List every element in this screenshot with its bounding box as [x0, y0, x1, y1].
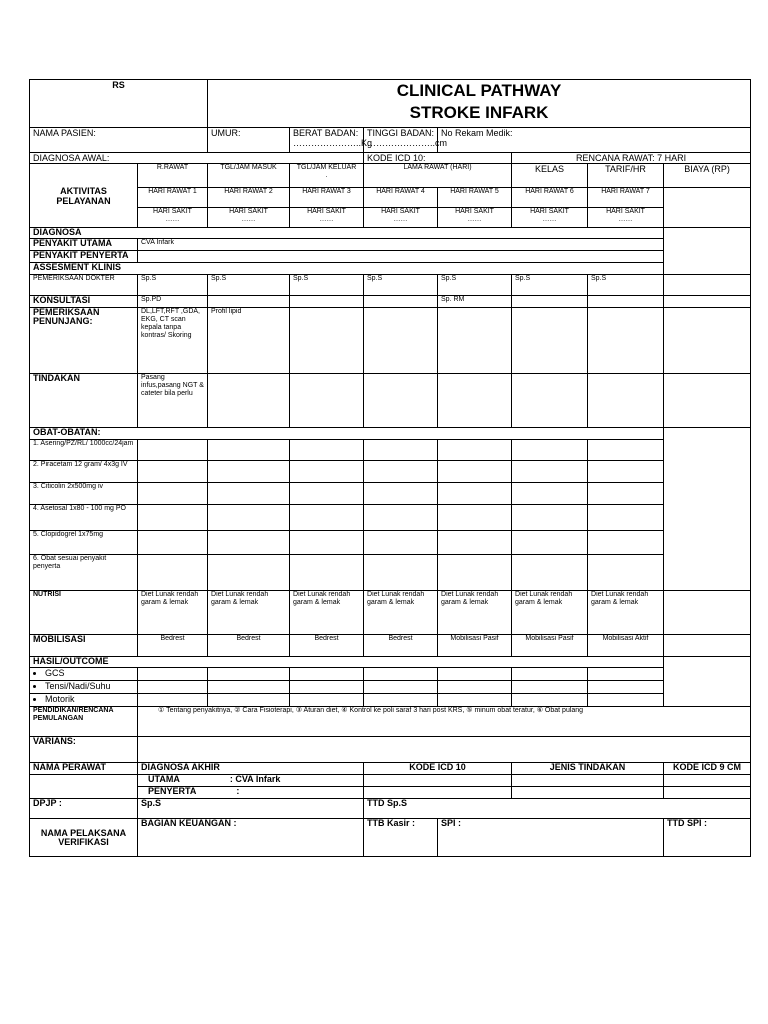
obat-2-d1[interactable] — [138, 461, 208, 483]
utama-label: UTAMA — [148, 774, 180, 784]
penyerta-icd9[interactable] — [664, 787, 751, 799]
lama-rawat: LAMA RAWAT (HARI) — [364, 164, 512, 188]
penunjang-biaya[interactable] — [664, 308, 751, 374]
hari-sakit-3[interactable]: HARI SAKIT …… — [290, 208, 364, 228]
tindakan-6[interactable] — [512, 374, 588, 428]
nutrisi-2[interactable]: Diet Lunak rendah garam & lemak — [208, 591, 290, 635]
obat-label: OBAT-OBATAN: — [30, 428, 664, 440]
gcs-d3[interactable] — [290, 668, 364, 681]
obat-3-d6[interactable] — [512, 483, 588, 505]
obat-4-d2[interactable] — [208, 505, 290, 531]
pemeriksaan-dokter-label: PEMERIKSAAN DOKTER — [30, 275, 138, 296]
mobilisasi-biaya[interactable] — [664, 635, 751, 657]
obat-2-d5[interactable] — [438, 461, 512, 483]
kode-icd10-label: KODE ICD 10 — [364, 763, 512, 775]
hari-rawat-2: HARI RAWAT 2 — [208, 188, 290, 208]
tensi-d7[interactable] — [588, 681, 664, 694]
motorik-d1[interactable] — [138, 694, 208, 707]
konsultasi-4[interactable] — [364, 296, 438, 308]
nama-pasien[interactable]: NAMA PASIEN: — [30, 128, 208, 153]
utama-icd9[interactable] — [664, 775, 751, 787]
kode-icd9-label: KODE ICD 9 CM — [664, 763, 751, 775]
obat-2-d3[interactable] — [290, 461, 364, 483]
mobilisasi-label: MOBILISASI — [30, 635, 138, 657]
obat-biaya[interactable] — [664, 428, 751, 591]
outcome-motorik — [30, 694, 138, 707]
obat-item-4: 4. Asetosal 1x80 - 100 mg PO — [30, 505, 138, 531]
penunjang-2[interactable]: Profil lipid — [208, 308, 290, 374]
hari-sakit-4[interactable]: HARI SAKIT …… — [364, 208, 438, 228]
spi[interactable]: SPI : — [438, 819, 664, 857]
sps-5[interactable]: Sp.S — [438, 275, 512, 296]
tensi-d2[interactable] — [208, 681, 290, 694]
obat-3-d5[interactable] — [438, 483, 512, 505]
umur[interactable]: UMUR: — [208, 128, 290, 153]
obat-4-d7[interactable] — [588, 505, 664, 531]
obat-1-d7[interactable] — [588, 440, 664, 461]
obat-6-d2[interactable] — [208, 555, 290, 591]
penyerta-value: : — [236, 786, 240, 796]
kelas: KELAS — [512, 164, 588, 188]
dpjp-value[interactable]: Sp.S — [138, 799, 364, 819]
mobilisasi-3[interactable]: Bedrest — [290, 635, 364, 657]
obat-6-d1[interactable] — [138, 555, 208, 591]
gcs-d6[interactable] — [512, 668, 588, 681]
hari-rawat-4: HARI RAWAT 4 — [364, 188, 438, 208]
tgl-keluar-dot: . — [325, 172, 328, 179]
obat-item-3: 3. Citicolin 2x500mg iv — [30, 483, 138, 505]
konsultasi-3[interactable] — [290, 296, 364, 308]
mobilisasi-7[interactable]: Mobilisasi Aktif — [588, 635, 664, 657]
tensi-d5[interactable] — [438, 681, 512, 694]
penyakit-penyerta-value[interactable] — [138, 251, 664, 263]
sps-1[interactable]: Sp.S — [138, 275, 208, 296]
diagnosa-akhir-label: DIAGNOSA AKHIR — [138, 763, 364, 775]
outcome-gcs-label: • GCS — [45, 668, 134, 678]
tensi-d3[interactable] — [290, 681, 364, 694]
konsultasi-biaya[interactable] — [664, 296, 751, 308]
nutrisi-biaya[interactable] — [664, 591, 751, 635]
penyerta-tindakan[interactable] — [512, 787, 664, 799]
obat-2-d7[interactable] — [588, 461, 664, 483]
nutrisi-7[interactable]: Diet Lunak rendah garam & lemak — [588, 591, 664, 635]
gcs-d5[interactable] — [438, 668, 512, 681]
kode-icd[interactable]: KODE ICD 10: — [364, 153, 512, 164]
tindakan-1[interactable]: Pasang infus,pasang NGT & cateter bila perlu — [138, 374, 208, 428]
sps-7[interactable]: Sp.S — [588, 275, 664, 296]
hari-sakit-7[interactable]: HARI SAKIT …… — [588, 208, 664, 228]
obat-6-d5[interactable] — [438, 555, 512, 591]
ttd-spi[interactable]: TTD SPI : — [664, 819, 751, 857]
form-table — [29, 79, 751, 857]
utama-tindakan[interactable] — [512, 775, 664, 787]
obat-6-d3[interactable] — [290, 555, 364, 591]
berat-badan-value: …………………..Kg — [293, 138, 373, 148]
pendidikan-value[interactable]: ① Tentang penyakitnya, ② Cara Fisioterapi, ③ Aturan diet, ④ Kontrol ke poli saraf 3 hari post KRS, ⑤ minum obat teratur, ⑥ Obat pulang — [138, 707, 751, 737]
pelaksana-label: NAMA PELAKSANA VERIFIKASI — [30, 819, 138, 857]
tindakan-2[interactable] — [208, 374, 290, 428]
berat-badan-label: BERAT BADAN: — [293, 128, 359, 138]
obat-1-d2[interactable] — [208, 440, 290, 461]
pendidikan-label: PENDIDIKAN/RENCANA PEMULANGAN — [30, 707, 138, 737]
obat-2-d6[interactable] — [512, 461, 588, 483]
penunjang-5[interactable] — [438, 308, 512, 374]
konsultasi-7[interactable] — [588, 296, 664, 308]
nama-perawat-label: NAMA PERAWAT — [30, 763, 138, 775]
tensi-d4[interactable] — [364, 681, 438, 694]
sps-2[interactable]: Sp.S — [208, 275, 290, 296]
tindakan-7[interactable] — [588, 374, 664, 428]
obat-6-d7[interactable] — [588, 555, 664, 591]
outcome-tensi-label: • Tensi/Nadi/Suhu — [45, 681, 134, 691]
hari-rawat-5: HARI RAWAT 5 — [438, 188, 512, 208]
utama-row — [138, 775, 364, 787]
penunjang-3[interactable] — [290, 308, 364, 374]
biaya-empty[interactable] — [664, 188, 751, 228]
ttd-sps-label[interactable]: TTD Sp.S — [364, 799, 751, 819]
mobilisasi-6[interactable]: Mobilisasi Pasif — [512, 635, 588, 657]
obat-4-d1[interactable] — [138, 505, 208, 531]
nutrisi-1[interactable]: Diet Lunak rendah garam & lemak — [138, 591, 208, 635]
hasil-biaya[interactable] — [664, 657, 751, 707]
obat-5-d4[interactable] — [364, 531, 438, 555]
nutrisi-4[interactable]: Diet Lunak rendah garam & lemak — [364, 591, 438, 635]
penunjang-4[interactable] — [364, 308, 438, 374]
outcome-motorik-label: • Motorik — [45, 694, 134, 704]
assesment-label: ASSESMENT KLINIS — [30, 263, 664, 275]
utama-value: : CVA Infark — [229, 774, 281, 784]
motorik-d2[interactable] — [208, 694, 290, 707]
obat-item-5: 5. Clopidogrel 1x75mg — [30, 531, 138, 555]
tinggi-badan-label: TINGGI BADAN: — [367, 128, 435, 138]
bagian-keuangan[interactable]: BAGIAN KEUANGAN : — [138, 819, 364, 857]
berat-badan[interactable] — [290, 128, 373, 153]
obat-3-d7[interactable] — [588, 483, 664, 505]
tgl-keluar-label: TGL/JAM KELUAR — [296, 164, 357, 171]
tindakan-biaya[interactable] — [664, 374, 751, 428]
jenis-tindakan-label: JENIS TINDAKAN — [512, 763, 664, 775]
konsultasi-rm[interactable]: Sp. RM — [438, 296, 512, 308]
nutrisi-label: NUTRISI — [30, 591, 138, 635]
obat-1-d5[interactable] — [438, 440, 512, 461]
utama-icd10[interactable] — [364, 775, 512, 787]
biaya: BIAYA (RP) — [664, 164, 751, 188]
obat-5-d2[interactable] — [208, 531, 290, 555]
hari-sakit-2[interactable]: HARI SAKIT …… — [208, 208, 290, 228]
penyerta-row — [138, 787, 364, 799]
hari-rawat-7: HARI RAWAT 7 — [588, 188, 664, 208]
aktivitas-pelayanan: AKTIVITAS PELAYANAN — [30, 164, 138, 228]
tensi-d6[interactable] — [512, 681, 588, 694]
obat-4-d6[interactable] — [512, 505, 588, 531]
sps-3[interactable]: Sp.S — [290, 275, 364, 296]
diagnosa-biaya[interactable] — [664, 228, 751, 275]
penunjang-1[interactable]: DL,LFT,RFT ,GDA, EKG, CT scan kepala tanpa kontras/ Skoring — [138, 308, 208, 374]
gcs-d4[interactable] — [364, 668, 438, 681]
motorik-d3[interactable] — [290, 694, 364, 707]
ttb-kasir[interactable]: TTB Kasir : — [364, 819, 438, 857]
obat-3-d4[interactable] — [364, 483, 438, 505]
varians-value[interactable] — [138, 737, 751, 763]
konsultasi-label: KONSULTASI — [30, 296, 138, 308]
tgl-keluar — [290, 164, 364, 188]
nutrisi-5[interactable]: Diet Lunak rendah garam & lemak — [438, 591, 512, 635]
penunjang-label: PEMERIKSAAN PENUNJANG: — [30, 308, 138, 374]
tindakan-5[interactable] — [438, 374, 512, 428]
obat-3-d1[interactable] — [138, 483, 208, 505]
tindakan-label: TINDAKAN — [30, 374, 138, 428]
konsultasi-2[interactable] — [208, 296, 290, 308]
konsultasi-6[interactable] — [512, 296, 588, 308]
outcome-tensi — [30, 681, 138, 694]
penyakit-utama-label: PENYAKIT UTAMA — [30, 239, 138, 251]
sps-6[interactable]: Sp.S — [512, 275, 588, 296]
varians-label: VARIANS: — [30, 737, 138, 763]
nutrisi-6[interactable]: Diet Lunak rendah garam & lemak — [512, 591, 588, 635]
tensi-d1[interactable] — [138, 681, 208, 694]
obat-item-2: 2. Piracetam 12 gram/ 4x3g IV — [30, 461, 138, 483]
rencana-rawat: RENCANA RAWAT: 7 HARI — [512, 153, 751, 164]
nutrisi-3[interactable]: Diet Lunak rendah garam & lemak — [290, 591, 364, 635]
sps-biaya[interactable] — [664, 275, 751, 296]
motorik-d5[interactable] — [438, 694, 512, 707]
penyakit-penyerta-label: PENYAKIT PENYERTA — [30, 251, 138, 263]
r-rawat: R.RAWAT — [138, 164, 208, 188]
hari-rawat-1: HARI RAWAT 1 — [138, 188, 208, 208]
obat-4-d4[interactable] — [364, 505, 438, 531]
obat-1-d4[interactable] — [364, 440, 438, 461]
penyerta-icd10[interactable] — [364, 787, 512, 799]
mobilisasi-4[interactable]: Bedrest — [364, 635, 438, 657]
motorik-d4[interactable] — [364, 694, 438, 707]
hari-sakit-1[interactable]: HARI SAKIT …… — [138, 208, 208, 228]
obat-5-d6[interactable] — [512, 531, 588, 555]
tinggi-badan[interactable] — [364, 128, 448, 153]
obat-3-d3[interactable] — [290, 483, 364, 505]
penyerta-label: PENYERTA — [148, 786, 197, 796]
hari-rawat-3: HARI RAWAT 3 — [290, 188, 364, 208]
obat-4-d5[interactable] — [438, 505, 512, 531]
penunjang-7[interactable] — [588, 308, 664, 374]
penyakit-utama-value[interactable]: CVA Infark — [138, 239, 664, 251]
obat-5-d5[interactable] — [438, 531, 512, 555]
obat-5-d1[interactable] — [138, 531, 208, 555]
obat-2-d2[interactable] — [208, 461, 290, 483]
diagnosa-awal[interactable]: DIAGNOSA AWAL: — [30, 153, 364, 164]
obat-1-d3[interactable] — [290, 440, 364, 461]
diagnosa-label: DIAGNOSA — [30, 228, 664, 239]
mobilisasi-5[interactable]: Mobilisasi Pasif — [438, 635, 512, 657]
title-line2: STROKE INFARK — [409, 103, 549, 122]
obat-5-d7[interactable] — [588, 531, 664, 555]
konsultasi-pd[interactable]: Sp.PD — [138, 296, 208, 308]
mobilisasi-2[interactable]: Bedrest — [208, 635, 290, 657]
title-line1: CLINICAL PATHWAY — [396, 81, 562, 100]
obat-4-d3[interactable] — [290, 505, 364, 531]
penunjang-6[interactable] — [512, 308, 588, 374]
outcome-gcs — [30, 668, 138, 681]
mobilisasi-1[interactable]: Bedrest — [138, 635, 208, 657]
tinggi-badan-value: …………………..cm — [367, 138, 448, 148]
motorik-d7[interactable] — [588, 694, 664, 707]
sps-4[interactable]: Sp.S — [364, 275, 438, 296]
gcs-d7[interactable] — [588, 668, 664, 681]
rs-cell — [30, 80, 208, 128]
motorik-d6[interactable] — [512, 694, 588, 707]
rs-label: RS — [112, 80, 125, 90]
obat-6-d6[interactable] — [512, 555, 588, 591]
title-cell — [208, 80, 751, 128]
obat-3-d2[interactable] — [208, 483, 290, 505]
obat-1-d1[interactable] — [138, 440, 208, 461]
obat-2-d4[interactable] — [364, 461, 438, 483]
obat-1-d6[interactable] — [512, 440, 588, 461]
hari-sakit-6[interactable]: HARI SAKIT …… — [512, 208, 588, 228]
clinical-pathway-form — [29, 79, 750, 857]
hasil-label: HASIL/OUTCOME — [30, 657, 664, 668]
hari-sakit-5[interactable]: HARI SAKIT …… — [438, 208, 512, 228]
obat-item-1: 1. Asering/PZ/RL/ 1000cc/24jam — [30, 440, 138, 461]
obat-5-d3[interactable] — [290, 531, 364, 555]
nama-perawat-value[interactable] — [30, 775, 138, 799]
no-rekam-medik[interactable]: No Rekam Medik: — [438, 128, 751, 153]
hari-rawat-6: HARI RAWAT 6 — [512, 188, 588, 208]
tindakan-3[interactable] — [290, 374, 364, 428]
tindakan-4[interactable] — [364, 374, 438, 428]
gcs-d1[interactable] — [138, 668, 208, 681]
obat-6-d4[interactable] — [364, 555, 438, 591]
tgl-masuk: TGL/JAM MASUK — [208, 164, 290, 188]
dpjp-label: DPJP : — [30, 799, 138, 819]
gcs-d2[interactable] — [208, 668, 290, 681]
obat-item-6: 6. Obat sesuai penyakit penyerta — [30, 555, 138, 591]
tarif: TARIF/HR — [588, 164, 664, 188]
